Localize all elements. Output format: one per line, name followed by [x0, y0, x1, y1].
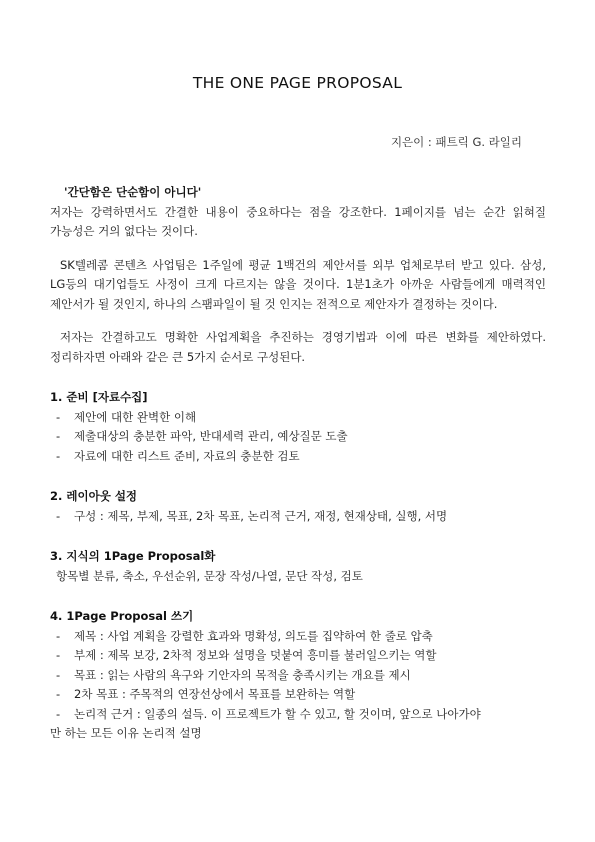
list-item [56, 627, 546, 647]
list-item [56, 666, 546, 686]
list-item [56, 646, 546, 666]
list-item-text: 제출대상의 충분한 파악, 반대세력 관리, 예상질문 도출 [74, 429, 348, 443]
dash-marker: - [56, 448, 61, 463]
section-text: 항목별 분류, 축소, 우선순위, 문장 작성/나열, 문단 작성, 검토 [56, 568, 363, 583]
list-item-text: 제목 : 사업 계획을 강렬한 효과와 명확성, 의도를 집약하여 한 줄로 압축 [74, 628, 433, 643]
paragraph-1: 저자는 강력하면서도 간결한 내용이 중요하다는 점을 강조한다. 1페이지를 넘는 순간 읽혀질 가능성은 거의 없다는 것이다. [50, 204, 546, 238]
list-item [56, 447, 546, 467]
dash-marker: - [56, 409, 61, 424]
section-title: 2. 레이아웃 설정 [50, 489, 138, 503]
list-item-text: 부제 : 제목 보강, 2차적 정보와 설명을 덧붙여 흥미를 불러일으키는 역할 [74, 648, 437, 662]
section-title: 4. 1Page Proposal 쓰기 [50, 609, 194, 623]
list-item [56, 705, 546, 725]
list-item-text: 논리적 근거 : 일종의 설득. 이 프로젝트가 할 수 있고, 할 것이며, 앞으로 나아가야 [74, 706, 481, 721]
dash-marker: - [56, 667, 61, 682]
author-line: 지은이 : 패트릭 G. 라일리 [390, 135, 522, 149]
list-item-text: 목표 : 읽는 사람의 욕구와 기안자의 목적을 충족시키는 개요를 제시 [74, 667, 411, 682]
dash-marker: - [56, 687, 61, 701]
quote-heading: '간단함은 단순함이 아니다' [64, 185, 202, 199]
list-item [56, 507, 546, 527]
dash-marker: - [56, 648, 61, 662]
dash-marker: - [56, 508, 61, 523]
list-item-text: 2차 목표 : 주목적의 연장선상에서 목표를 보완하는 역할 [74, 687, 356, 701]
section-title: 1. 준비 [자료수집] [50, 390, 148, 404]
list-item-text: 자료에 대한 리스트 준비, 자료의 충분한 검토 [74, 448, 300, 463]
paragraph-3: 저자는 간결하고도 명확한 사업계획을 추진하는 경영기법과 이에 따른 변화를 제안하였다. 정리하자면 아래와 같은 큰 5가지 순서로 구성된다. [50, 330, 546, 364]
section-layout [50, 487, 546, 526]
list-item-text: 제안에 대한 완벽한 이해 [74, 409, 197, 424]
list-item [56, 408, 546, 428]
list-item [56, 685, 546, 705]
document-body [50, 183, 546, 744]
section-title: 3. 지식의 1Page Proposal화 [50, 549, 216, 563]
section-knowledge [50, 547, 546, 586]
section-writing [50, 607, 546, 744]
document-title: THE ONE PAGE PROPOSAL [192, 74, 403, 92]
paragraph-2: SK텔레콤 콘텐츠 사업팀은 1주일에 평균 1백건의 제안서를 외부 업체로부터 받고 있다. 삼성, LG등의 대기업들도 사정이 크게 다르지는 않을 것이다. 1분1초가 아까운 사람들에게 매력적인 제안서가 될 것인지, 하나의 스팸파일이 될 것 인지는 전적으로 제안자가 결정하는 것이다. [50, 257, 546, 311]
list-item-continuation: 만 하는 모든 이유 논리적 설명 [50, 726, 202, 740]
dash-marker: - [56, 429, 61, 443]
dash-marker: - [56, 706, 61, 721]
dash-marker: - [56, 628, 61, 643]
section-preparation [50, 388, 546, 466]
list-item-text: 구성 : 제목, 부제, 목표, 2차 목표, 논리적 근거, 재정, 현재상태, 실행, 서명 [74, 508, 448, 523]
list-item [56, 427, 546, 447]
